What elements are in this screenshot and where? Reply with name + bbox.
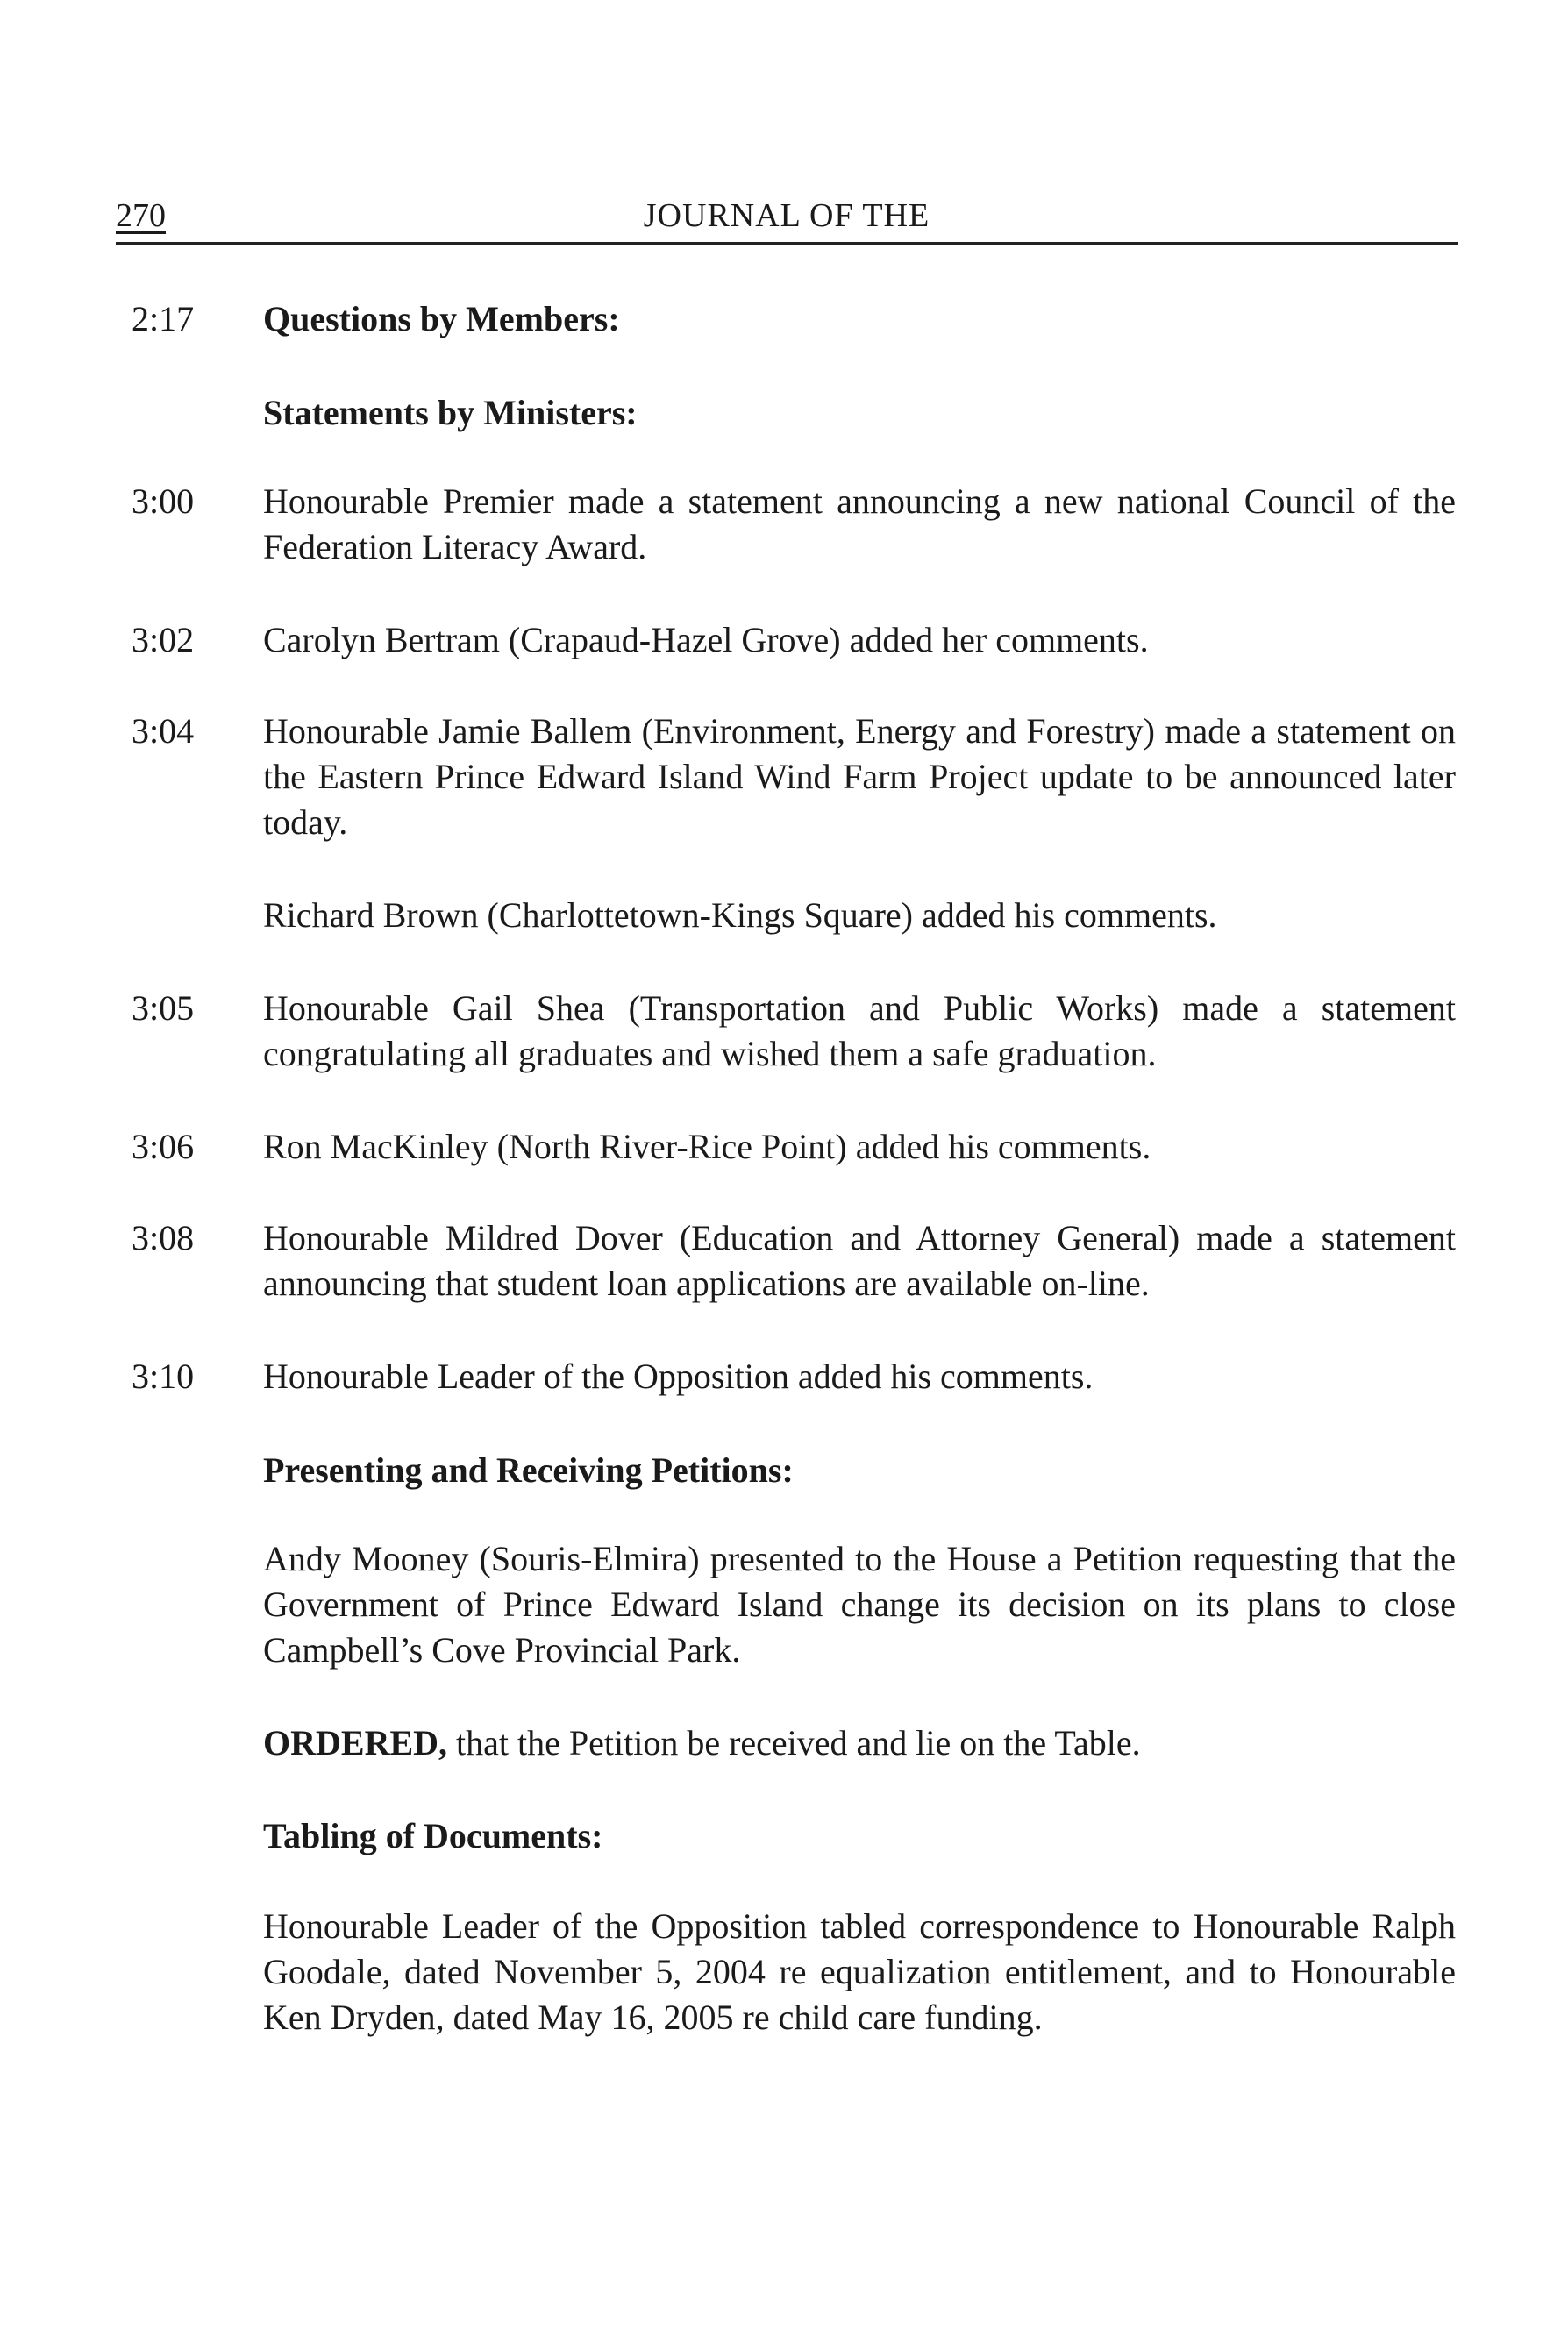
section-heading: Questions by Members:	[263, 299, 620, 338]
entry-time: 3:10	[132, 1357, 195, 1396]
page-header	[116, 193, 1458, 245]
section-heading: Statements by Ministers:	[263, 393, 638, 432]
entry-text	[263, 1720, 1456, 1766]
entry-text: Honourable Gail Shea (Transportation and Public Works) made a statement congratulating all graduates and wished them a safe graduation.	[263, 988, 1456, 1073]
entry-text: Honourable Jamie Ballem (Environment, Energy and Forestry) made a statement on the Eastern Prince Edward Island Wind Farm Project update to be announced later today.	[263, 711, 1456, 842]
entry-time: 3:06	[132, 1127, 195, 1166]
entry-text: Honourable Leader of the Opposition added his comments.	[263, 1357, 1094, 1396]
running-title: JOURNAL OF THE	[643, 197, 930, 234]
entry-text: Ron MacKinley (North River-Rice Point) added his comments.	[263, 1127, 1151, 1166]
ordered-lead: ORDERED,	[263, 1723, 448, 1763]
entry-text: Andy Mooney (Souris-Elmira) presented to the House a Petition requesting that the Government of Prince Edward Island change its decision on its plans to close Campbell’s Cove Provincial Park.	[263, 1539, 1456, 1670]
section-heading: Tabling of Documents:	[263, 1816, 603, 1855]
entry-time: 3:04	[132, 711, 195, 751]
entry-text: Honourable Premier made a statement announcing a new national Council of the Federation Literacy Award.	[263, 481, 1456, 566]
entry-text: Honourable Leader of the Opposition tabled correspondence to Honourable Ralph Goodale, dated November 5, 2004 re equalization entitlement, and to Honourable Ken Dryden, dated May 16, 2005 re child care funding.	[263, 1906, 1456, 2037]
entry-text: Carolyn Bertram (Crapaud-Hazel Grove) added her comments.	[263, 620, 1149, 659]
entry-time: 3:02	[132, 620, 195, 659]
entry-time: 3:08	[132, 1218, 195, 1257]
page-number: 270	[116, 197, 166, 234]
entry-text: Richard Brown (Charlottetown-Kings Square) added his comments.	[263, 895, 1217, 935]
entry-time: 3:05	[132, 988, 195, 1028]
entry-time: 2:17	[132, 299, 195, 338]
entry-time: 3:00	[132, 481, 195, 521]
entry-text: Honourable Mildred Dover (Education and Attorney General) made a statement announcing that student loan applications are available on-line.	[263, 1218, 1456, 1303]
section-heading: Presenting and Receiving Petitions:	[263, 1450, 794, 1490]
ordered-text: that the Petition be received and lie on the Table.	[447, 1723, 1141, 1763]
